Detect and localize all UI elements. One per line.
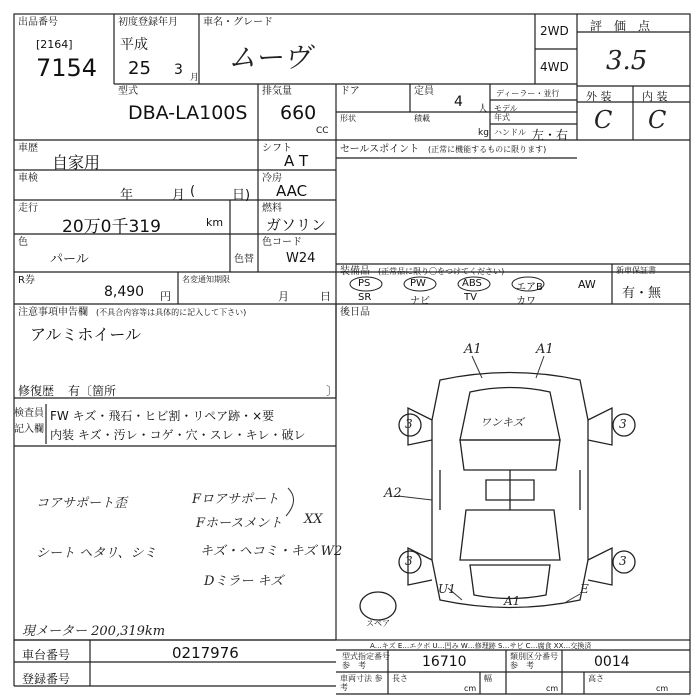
cooling-value: AAC bbox=[276, 182, 308, 200]
mark-3-rr: 3 bbox=[619, 554, 627, 568]
mark-a2-left: A2 bbox=[384, 486, 402, 501]
mark-3-rl: 3 bbox=[405, 554, 413, 568]
color-label: 色 bbox=[18, 237, 28, 248]
recycle-unit: 円 bbox=[160, 290, 171, 303]
shift-value: A T bbox=[284, 152, 309, 170]
chassis-label: 車台番号 bbox=[22, 648, 71, 662]
dims-length-unit: cm bbox=[464, 684, 477, 693]
mileage-unit: km bbox=[206, 216, 224, 229]
type-designation-value: 16710 bbox=[422, 654, 467, 670]
car-name: ムーヴ bbox=[228, 41, 311, 74]
usage-value: 自家用 bbox=[52, 153, 101, 172]
capacity-value: 4 bbox=[454, 94, 463, 110]
inspection-paren: ( bbox=[190, 184, 196, 199]
score-interior: C bbox=[648, 106, 667, 134]
repair-value: 有〔箇所 bbox=[68, 384, 117, 398]
equipment-label: 装備品 bbox=[340, 266, 370, 277]
equip-abs: ABS bbox=[462, 278, 482, 289]
capacity-label: 定員 bbox=[414, 86, 434, 97]
door-label: ドア bbox=[340, 86, 360, 97]
hw-right-1: Fロアサポート bbox=[192, 492, 280, 507]
lot-label: 出品番号 bbox=[18, 17, 58, 28]
dims-length: 長さ bbox=[392, 674, 408, 683]
inspector-row-1: FW キズ・飛石・ヒビ割・リペア跡・×要 bbox=[50, 409, 275, 423]
equip-aw: AW bbox=[578, 278, 596, 291]
repair-label: 修復歴 bbox=[18, 384, 55, 398]
score-value: 3.5 bbox=[606, 46, 648, 76]
usage-label: 車歴 bbox=[18, 143, 38, 154]
fuel-label: 燃料 bbox=[262, 203, 282, 214]
mileage-value: 20万0千319 bbox=[62, 217, 161, 237]
model-label: 型式 bbox=[118, 86, 138, 97]
equip-navi: ナビ bbox=[410, 296, 430, 307]
mark-a1-rear: A1 bbox=[504, 594, 521, 608]
capacity-unit: 人 bbox=[478, 104, 488, 115]
load-unit: kg bbox=[478, 128, 489, 138]
notice-month-unit: 月 bbox=[278, 290, 289, 303]
remarks-label: 注意事項申告欄 bbox=[18, 307, 88, 318]
hw-left-1: コアサポート歪 bbox=[36, 496, 128, 511]
notice-day-unit: 日 bbox=[320, 290, 331, 303]
mark-e: E bbox=[580, 582, 589, 596]
inspection-label: 車検 bbox=[18, 173, 38, 184]
equip-airbag: エアB bbox=[516, 282, 543, 293]
mark-a1-front-left: A1 bbox=[464, 342, 482, 357]
score-label: 評 価 点 bbox=[590, 19, 651, 33]
car-label: 車名・グレード bbox=[203, 17, 273, 28]
inspector-label-1: 検査員 bbox=[14, 408, 44, 419]
recycle-value: 8,490 bbox=[104, 284, 145, 300]
equip-ps: PS bbox=[358, 278, 371, 289]
displacement-value: 660 bbox=[280, 102, 317, 124]
displacement-label: 排気量 bbox=[262, 86, 292, 97]
category-label-2: 参 考 bbox=[510, 661, 534, 670]
registration-month-unit: 月 bbox=[190, 73, 200, 83]
model-year-label: モデル 年式 bbox=[494, 104, 518, 122]
category-label-1: 類別区分番号 bbox=[510, 652, 558, 661]
mileage-label: 走行 bbox=[18, 203, 38, 214]
sales-point-note: (正常に機能するものに限ります) bbox=[428, 145, 547, 154]
hw-bottom: 現メーター 200,319km bbox=[22, 624, 166, 639]
inspector-label-2: 記入欄 bbox=[14, 424, 44, 435]
damage-legend: A…キズ E…エクボ U…凹み W…修理跡 S…サビ C…腐食 XX…交換済 bbox=[370, 642, 592, 650]
mark-3-fr: 3 bbox=[619, 417, 627, 431]
mark-u1: U1 bbox=[438, 582, 456, 596]
inspection-year-unit: 年 bbox=[120, 188, 134, 203]
hw-right-4: Dミラー キズ bbox=[204, 574, 284, 589]
registration-era: 平成 bbox=[120, 37, 148, 53]
remarks-note: (不具合内容等は具体的に記入して下さい) bbox=[96, 308, 247, 317]
equip-leather: カワ bbox=[516, 296, 536, 307]
hw-right-2: Fホースメント bbox=[196, 516, 283, 531]
remarks-value: アルミホイール bbox=[30, 325, 142, 344]
registration-month: 3 bbox=[174, 62, 183, 78]
dims-label: 車両寸法 参 考 bbox=[340, 674, 391, 692]
hw-right-2b: XX bbox=[304, 512, 323, 527]
score-exterior: C bbox=[594, 106, 613, 134]
shape-label: 形状 bbox=[340, 114, 356, 123]
new-car-cert-label: 新車保証書 bbox=[616, 266, 656, 275]
equipment-note: (正常品に限り〇をつけてください) bbox=[378, 267, 505, 276]
repair-close: 〕 bbox=[326, 384, 339, 398]
mark-3-fl: 3 bbox=[405, 417, 413, 431]
registration-year: 25 bbox=[128, 58, 151, 79]
type-designation-label-1: 型式指定番号 bbox=[342, 652, 390, 661]
shift-label: シフト bbox=[262, 143, 292, 154]
score-interior-label: 内 装 bbox=[642, 90, 668, 103]
hw-left-2: シート ヘタリ、シミ bbox=[36, 546, 157, 561]
lot-code: [2164] bbox=[36, 38, 73, 51]
color-code-value: W24 bbox=[286, 251, 316, 266]
cooling-label: 冷房 bbox=[262, 173, 282, 184]
load-label: 積載 bbox=[414, 114, 430, 123]
handle-value: 左・右 bbox=[532, 128, 569, 142]
inspection-day-unit: 日) bbox=[232, 188, 251, 203]
color-code-label: 色コード bbox=[262, 237, 302, 248]
model-value: DBA-LA100S bbox=[128, 102, 248, 124]
sales-point-label: セールスポイント bbox=[340, 144, 420, 155]
registration-label: 初度登録年月 bbox=[118, 17, 178, 28]
new-car-cert-value: 有・無 bbox=[622, 286, 662, 301]
displacement-unit: CC bbox=[316, 126, 329, 136]
fuel-value: ガソリン bbox=[266, 216, 327, 234]
dims-width-unit: cm bbox=[546, 684, 559, 693]
equip-sr: SR bbox=[358, 292, 372, 303]
back-seat-label: 後日品 bbox=[340, 307, 370, 318]
plate-label: 登録番号 bbox=[22, 672, 71, 686]
chassis-value: 0217976 bbox=[172, 644, 239, 662]
dealer-label: ディーラー・並行 bbox=[496, 89, 560, 98]
score-exterior-label: 外 装 bbox=[586, 90, 612, 103]
inspection-month-unit: 月 bbox=[172, 188, 186, 203]
drive-2wd: 2WD bbox=[540, 24, 569, 38]
hw-right-3: キズ・ヘコミ・キズ W2 bbox=[200, 544, 343, 559]
lot-number: 7154 bbox=[36, 54, 98, 82]
dims-height-unit: cm bbox=[656, 684, 669, 693]
recycle-label: R券 bbox=[18, 275, 35, 286]
mark-hood: ワンキズ bbox=[480, 416, 524, 429]
type-designation-label-2: 参 考 bbox=[342, 661, 366, 670]
equip-pw: PW bbox=[410, 278, 426, 289]
spare-label: スペア bbox=[366, 619, 390, 628]
drive-4wd: 4WD bbox=[540, 60, 569, 74]
handle-label: ハンドル bbox=[494, 128, 526, 137]
dims-height: 高さ bbox=[588, 674, 604, 683]
equip-tv: TV bbox=[464, 292, 477, 303]
category-value: 0014 bbox=[594, 654, 630, 670]
mark-a1-front-right: A1 bbox=[536, 342, 554, 357]
color-swap-label: 色替 bbox=[234, 254, 254, 265]
dims-width: 幅 bbox=[484, 674, 492, 683]
notice-label: 名変通知期限 bbox=[182, 275, 230, 284]
color-value: パール bbox=[50, 252, 89, 267]
inspector-row-2: 内装 キズ・汚レ・コゲ・穴・スレ・キレ・破レ bbox=[50, 428, 306, 442]
